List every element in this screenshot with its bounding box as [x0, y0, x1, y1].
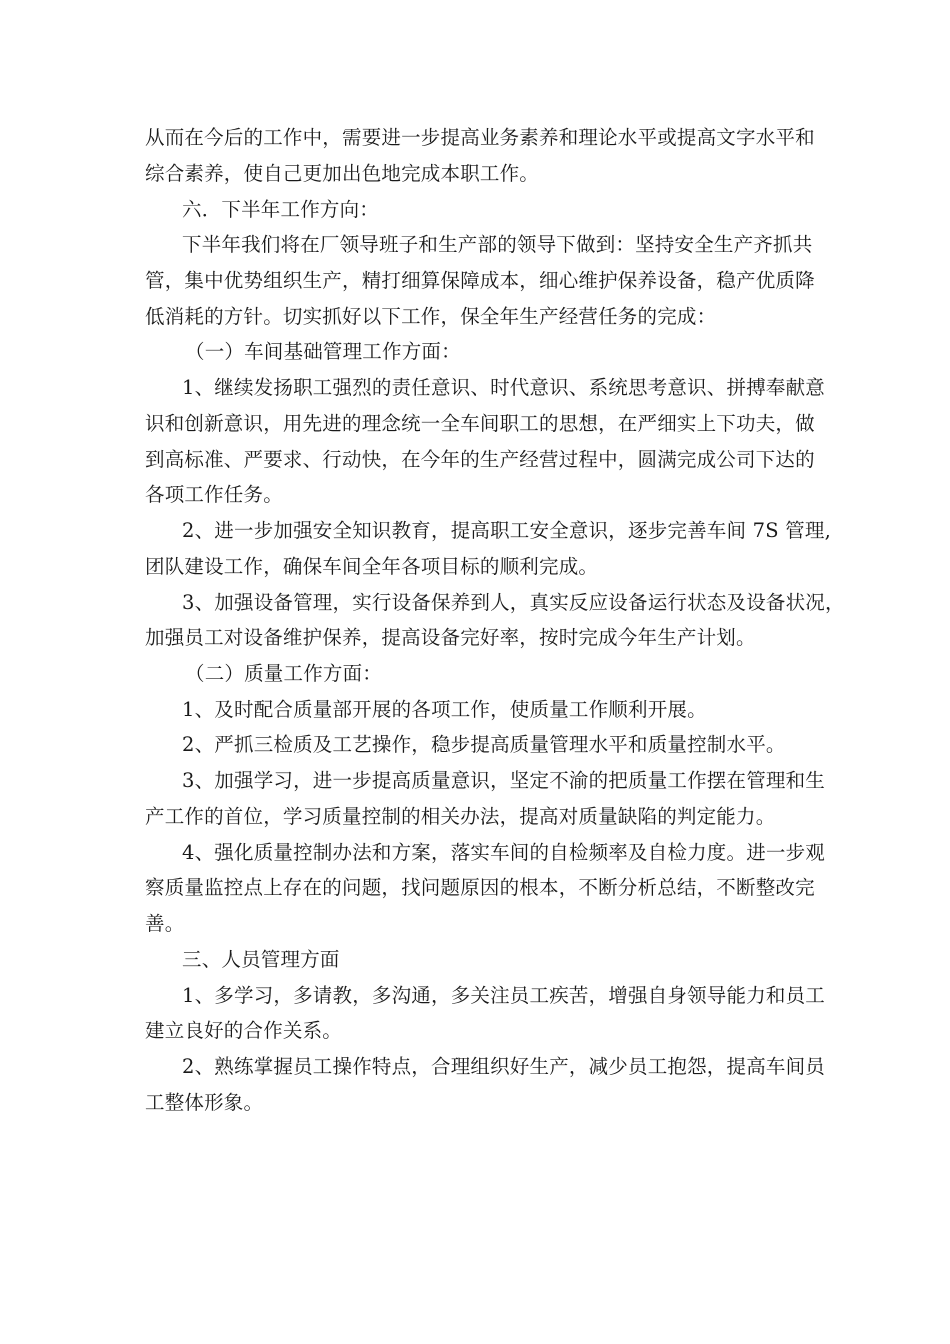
text-line: 2、严抓三检质及工艺操作，稳步提高质量管理水平和质量控制水平。	[182, 733, 786, 756]
section-heading: 三、人员管理方面	[182, 948, 340, 971]
text-line: 到高标准、严要求、行动快，在今年的生产经营过程中，圆满完成公司下达的	[145, 448, 815, 471]
text-line: 产工作的首位，学习质量控制的相关办法，提高对质量缺陷的判定能力。	[145, 805, 776, 828]
text-line: 低消耗的方针。切实抓好以下工作，保全年生产经营任务的完成：	[145, 305, 717, 328]
text-line: 综合素养，使自己更加出色地完成本职工作。	[145, 162, 540, 185]
text-line: 察质量监控点上存在的问题，找问题原因的根本，不断分析总结，不断整改完	[145, 876, 815, 899]
text-line: 2、进一步加强安全知识教育，提高职工安全意识，逐步完善车间 7S 管理,	[182, 519, 831, 542]
text-line: 团队建设工作，确保车间全年各项目标的顺利完成。	[145, 555, 599, 578]
text-line: 加强员工对设备维护保养，提高设备完好率，按时完成今年生产计划。	[145, 626, 756, 649]
text-line: 1、及时配合质量部开展的各项工作，使质量工作顺利开展。	[182, 698, 707, 721]
text-line: 4、强化质量控制办法和方案，落实车间的自检频率及自检力度。进一步观	[182, 841, 826, 864]
text-line: 工整体形象。	[145, 1091, 264, 1114]
text-line: 2、熟练掌握员工操作特点，合理组织好生产，减少员工抱怨，提高车间员	[182, 1055, 826, 1078]
text-line: 1、多学习，多请教，多沟通，多关注员工疾苦，增强自身领导能力和员工	[182, 984, 826, 1007]
subsection-heading: （二）质量工作方面：	[185, 662, 383, 685]
text-line: 善。	[145, 912, 185, 935]
text-line: 3、加强学习，进一步提高质量意识，坚定不渝的把质量工作摆在管理和生	[182, 769, 826, 792]
text-line: 识和创新意识，用先进的理念统一全车间职工的思想，在严细实上下功夫，做	[145, 412, 815, 435]
text-line: 管，集中优势组织生产，精打细算保障成本，细心维护保养设备，稳产优质降	[145, 269, 815, 292]
section-heading: 六．下半年工作方向：	[182, 198, 380, 221]
subsection-heading: （一）车间基础管理工作方面：	[185, 340, 461, 363]
text-line: 下半年我们将在厂领导班子和生产部的领导下做到：坚持安全生产齐抓共	[182, 233, 813, 256]
text-line: 各项工作任务。	[145, 483, 283, 506]
text-line: 建立良好的合作关系。	[145, 1019, 343, 1042]
text-line: 3、加强设备管理，实行设备保养到人，真实反应设备运行状态及设备状况，	[182, 591, 845, 614]
text-line: 1、继续发扬职工强烈的责任意识、时代意识、系统思考意识、拼搏奉献意	[182, 376, 826, 399]
text-line: 从而在今后的工作中，需要进一步提高业务素养和理论水平或提高文字水平和	[145, 126, 815, 149]
